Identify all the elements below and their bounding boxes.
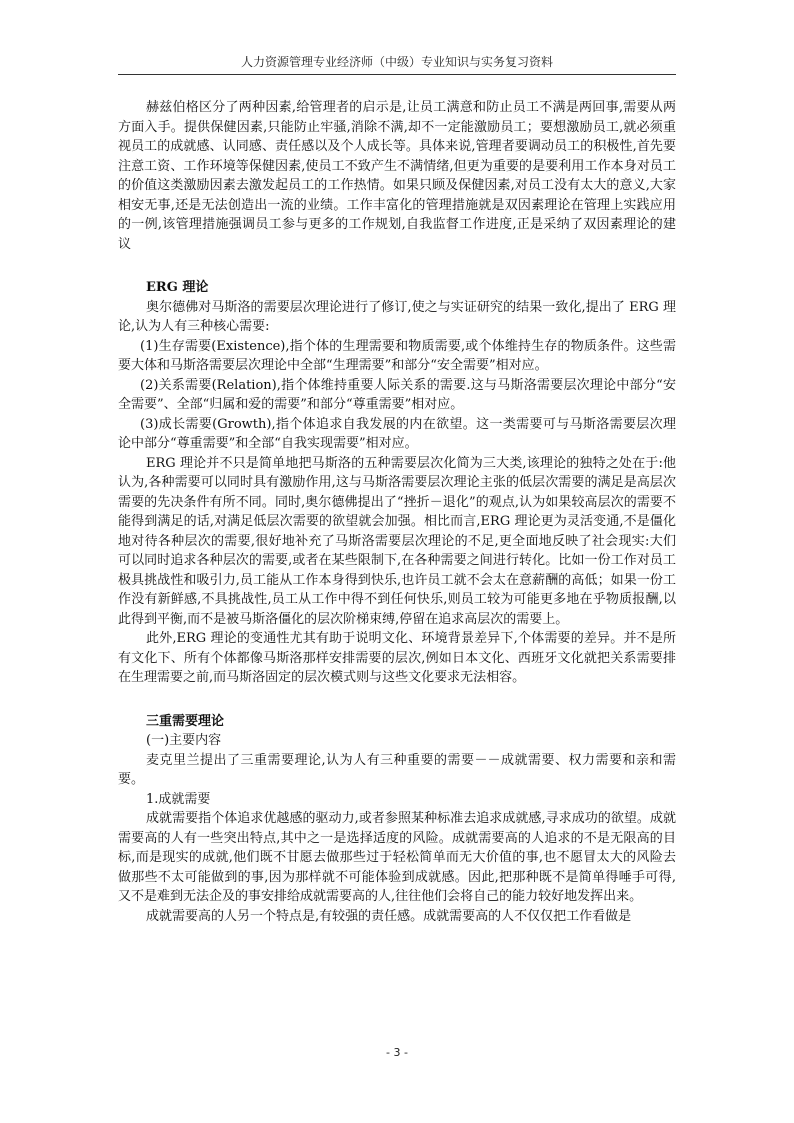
- achievement-responsibility-paragraph: 成就需要高的人另一个特点是,有较强的责任感。成就需要高的人不仅仅把工作看做是: [146, 908, 632, 924]
- achievement-need-paragraph: 成就需要指个体追求优越感的驱动力,或者参照某种标准去追求成就感,寻求成功的欲望。成就需要高的人有一些突出特点,其中之一是选择适度的风险。成就需要高的人追求的不是无限高的目标,而是现实的成就,他们既不甘愿去做那些过于轻松简单而无大价值的事,也不愿冒太大的风险去做那些不太可能做到的事,因为那样就不可能体验到成就感。因此,把那种既不是简单得唾手可得,又不是难到无法企及的事安排给成就需要高的人,往往他们会将自己的能力较好地发挥出来。: [118, 811, 676, 904]
- document-body: [118, 98, 676, 926]
- header-divider: [118, 74, 676, 75]
- erg-relation-need: (2)关系需要(Relation),指个体维持重要人际关系的需要.这与马斯洛需要层次理论中部分“安全需要”、全部“归属和爱的需要”和部分“尊重需要”相对应。: [118, 377, 676, 412]
- main-content-subheading: (一)主要内容: [146, 733, 222, 748]
- herzberg-summary-paragraph: 赫兹伯格区分了两种因素,给管理者的启示是,让员工满意和防止员工不满是两回事,需要从两方面入手。提供保健因素,只能防止牢骚,消除不满,却不一定能激励员工；要想激励员工,就必须重视员工的成就感、认同感、责任感以及个人成长等。具体来说,管理者要调动员工的积极性,首先要注意工资、工作环境等保健因素,使员工不致产生不满情绪,但更为重要的是要利用工作本身对员工的价值这类激励因素去激发起员工的工作热情。如果只顾及保健因素,对员工没有太大的意义,大家相安无事,还是无法创造出一流的业绩。工作丰富化的管理措施就是双因素理论在管理上实践应用的一例,该管理措施强调员工参与更多的工作规划,自我监督工作进度,正是采纳了双因素理论的建议: [118, 100, 676, 252]
- erg-culture-paragraph: 此外,ERG 理论的变通性尤其有助于说明文化、环境背景差异下,个体需要的差异。并不是所有文化下、所有个体都像马斯洛那样安排需要的层次,例如日本文化、西班牙文化就把关系需要排在生理需要之前,而马斯洛固定的层次模式则与这些文化要求无法相容。: [118, 631, 676, 685]
- achievement-need-heading: 1.成就需要: [146, 791, 211, 807]
- erg-analysis-paragraph: ERG 理论并不只是简单地把马斯洛的五种需要层次化简为三大类,该理论的独特之处在于:他认为,各种需要可以同时具有激励作用,这与马斯洛需要层次理论主张的低层次需要的满足是高层次需要的先决条件有所不同。同时,奥尔德佛提出了“挫折－退化”的观点,认为如果较高层次的需要不能得到满足的话,对满足低层次需要的欲望就会加强。相比而言,ERG 理论更为灵活变通,不是僵化地对待各种层次的需要,很好地补充了马斯洛需要层次理论的不足,更全面地反映了社会现实:大们可以同时追求各种层次的需要,或者在某些限制下,在各种需要之间进行转化。比如一份工作对员工极具挑战性和吸引力,员工能从工作本身得到快乐,也许员工就不会太在意薪酬的高低；如果一份工作没有新鲜感,不具挑战性,员工从工作中得不到任何快乐,则员工较为可能更多地在乎物质报酬,以此得到平衡,而不是被马斯洛僵化的层次阶梯束缚,停留在追求高层次的需要上。: [118, 455, 676, 627]
- page-number: - 3 -: [386, 1046, 408, 1059]
- erg-existence-need: (1)生存需要(Existence),指个体的生理需要和物质需要,或个体维持生存的物质条件。这些需要大体和马斯洛需要层次理论中全部“生理需要”和部分“安全需要”相对应。: [118, 338, 676, 373]
- page-header: 人力资源管理专业经济师（中级）专业知识与实务复习资料: [240, 55, 553, 69]
- erg-growth-need: (3)成长需要(Growth),指个体追求自我发展的内在欲望。这一类需要可与马斯洛需要层次理论中部分“尊重需要”和全部“自我实现需要”相对应。: [118, 416, 676, 451]
- erg-section-title: ERG 理论: [146, 280, 209, 295]
- erg-intro-paragraph: 奥尔德佛对马斯洛的需要层次理论进行了修订,使之与实证研究的结果一致化,提出了 ERG 理论,认为人有三种核心需要:: [118, 299, 676, 334]
- triple-needs-intro: 麦克里兰提出了三重需要理论,认为人有三种重要的需要－－成就需要、权力需要和亲和需要。: [118, 752, 676, 787]
- triple-needs-section-title: 三重需要理论: [146, 713, 225, 729]
